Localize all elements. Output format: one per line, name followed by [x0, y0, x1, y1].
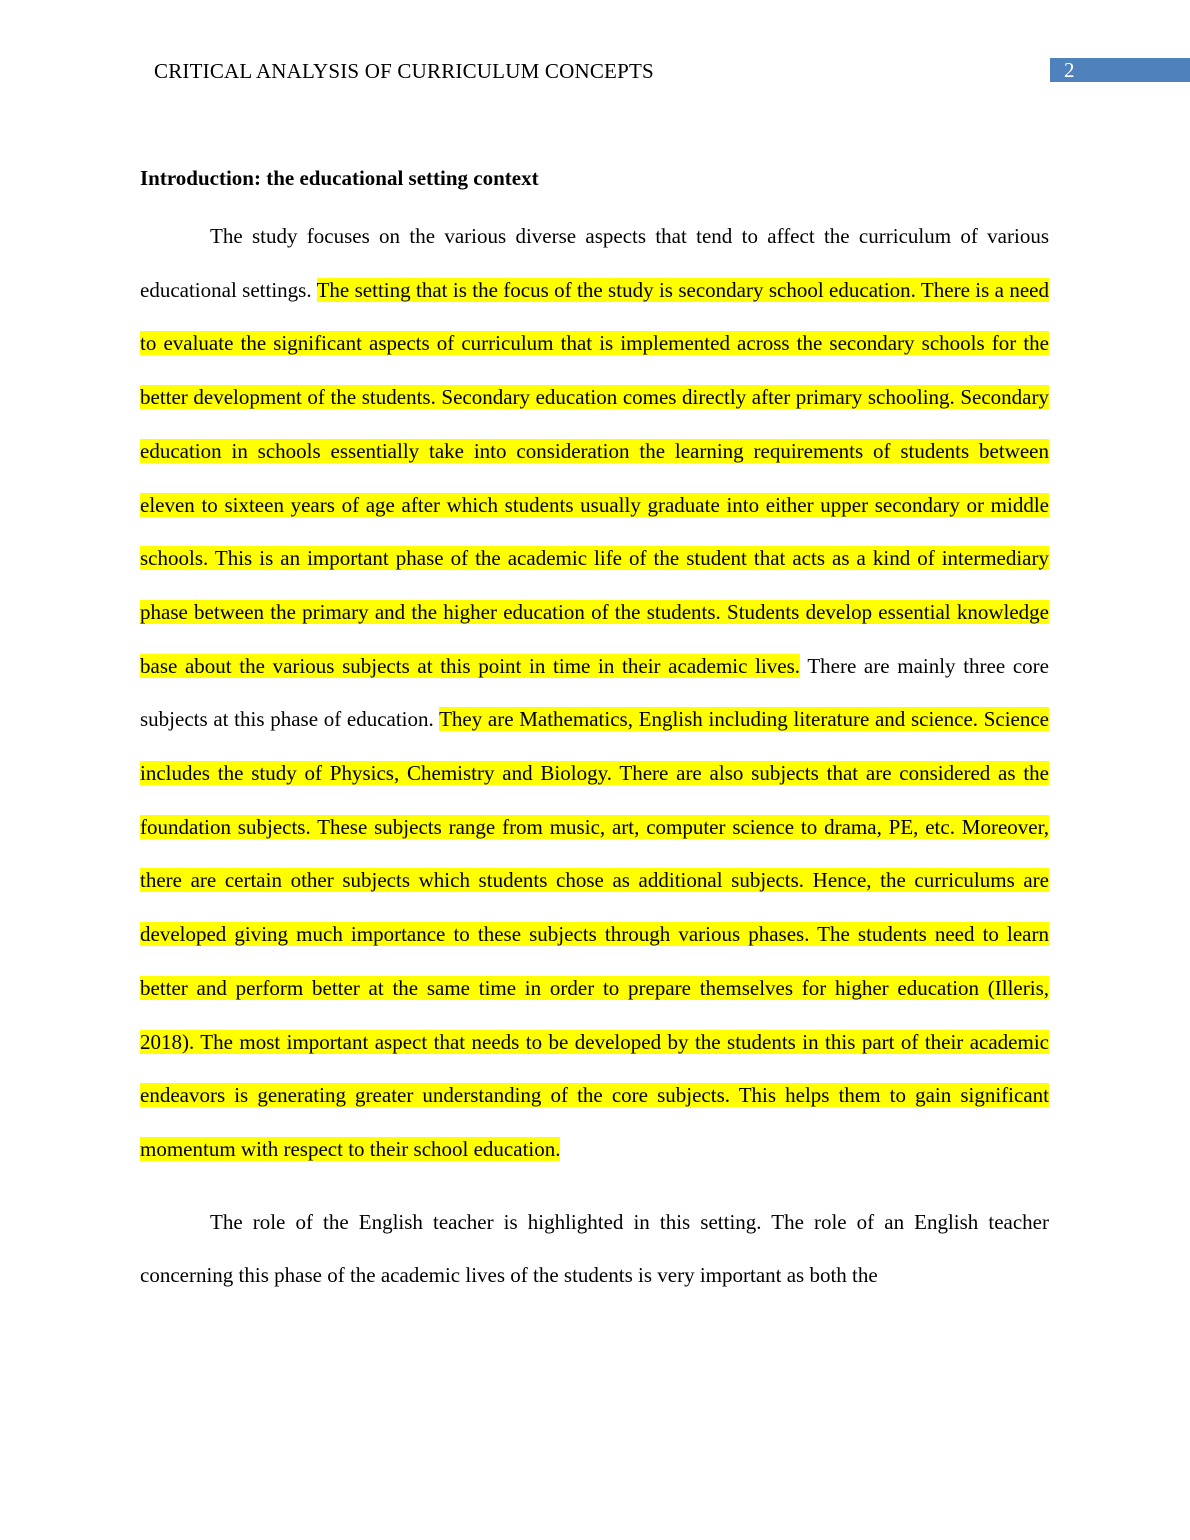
- paragraph-1-highlight-1: The setting that is the focus of the study is secondary school education. There is a need to evaluate the significant aspects of curriculum that is implemented across the secondary schools for the better development of the students. Secondary education comes directly after primary schooling. Secondary education in schools essentially take into consideration the learning requirements of students between eleven to sixteen years of age after which students usually graduate into either upper secondary or middle schools. This is an important phase of the academic life of the student that acts as a kind of intermediary phase between the primary and the higher education of the students. Students develop essential knowledge base about the various subjects at this point in time in their academic lives.: [140, 277, 1049, 678]
- page-number: 2: [1064, 58, 1075, 82]
- running-head: CRITICAL ANALYSIS OF CURRICULUM CONCEPTS: [154, 59, 654, 83]
- paragraph-1-plain-1: The study focuses on the various diverse aspects that tend to affect the curriculum of various educational settings.: [140, 224, 1049, 302]
- document-body: [140, 160, 1049, 1303]
- paragraph-1: [140, 210, 1049, 1177]
- section-heading: Introduction: the educational setting context: [140, 166, 539, 190]
- paragraph-1-highlight-2: They are Mathematics, English including literature and science. Science includes the study of Physics, Chemistry and Biology. There are also subjects that are considered as the foundation subjects. These subjects range from music, art, computer science to drama, PE, etc. Moreover, there are certain other subjects which students chose as additional subjects. Hence, the curriculums are developed giving much importance to these subjects through various phases. The students need to learn better and perform better at the same time in order to prepare themselves for higher education (Illeris, 2018). The most important aspect that needs to be developed by the students in this part of their academic endeavors is generating greater understanding of the core subjects. This helps them to gain significant momentum with respect to their school education.: [140, 707, 1049, 1161]
- page-number-badge: [1050, 58, 1190, 82]
- paragraph-2: [140, 1196, 1049, 1303]
- paragraph-2-text: The role of the English teacher is highlighted in this setting. The role of an English teacher concerning this phase of the academic lives of the students is very important as both the: [140, 1209, 1049, 1288]
- paragraph-1-plain-2: There are mainly three core subjects at this phase of education.: [140, 653, 1049, 732]
